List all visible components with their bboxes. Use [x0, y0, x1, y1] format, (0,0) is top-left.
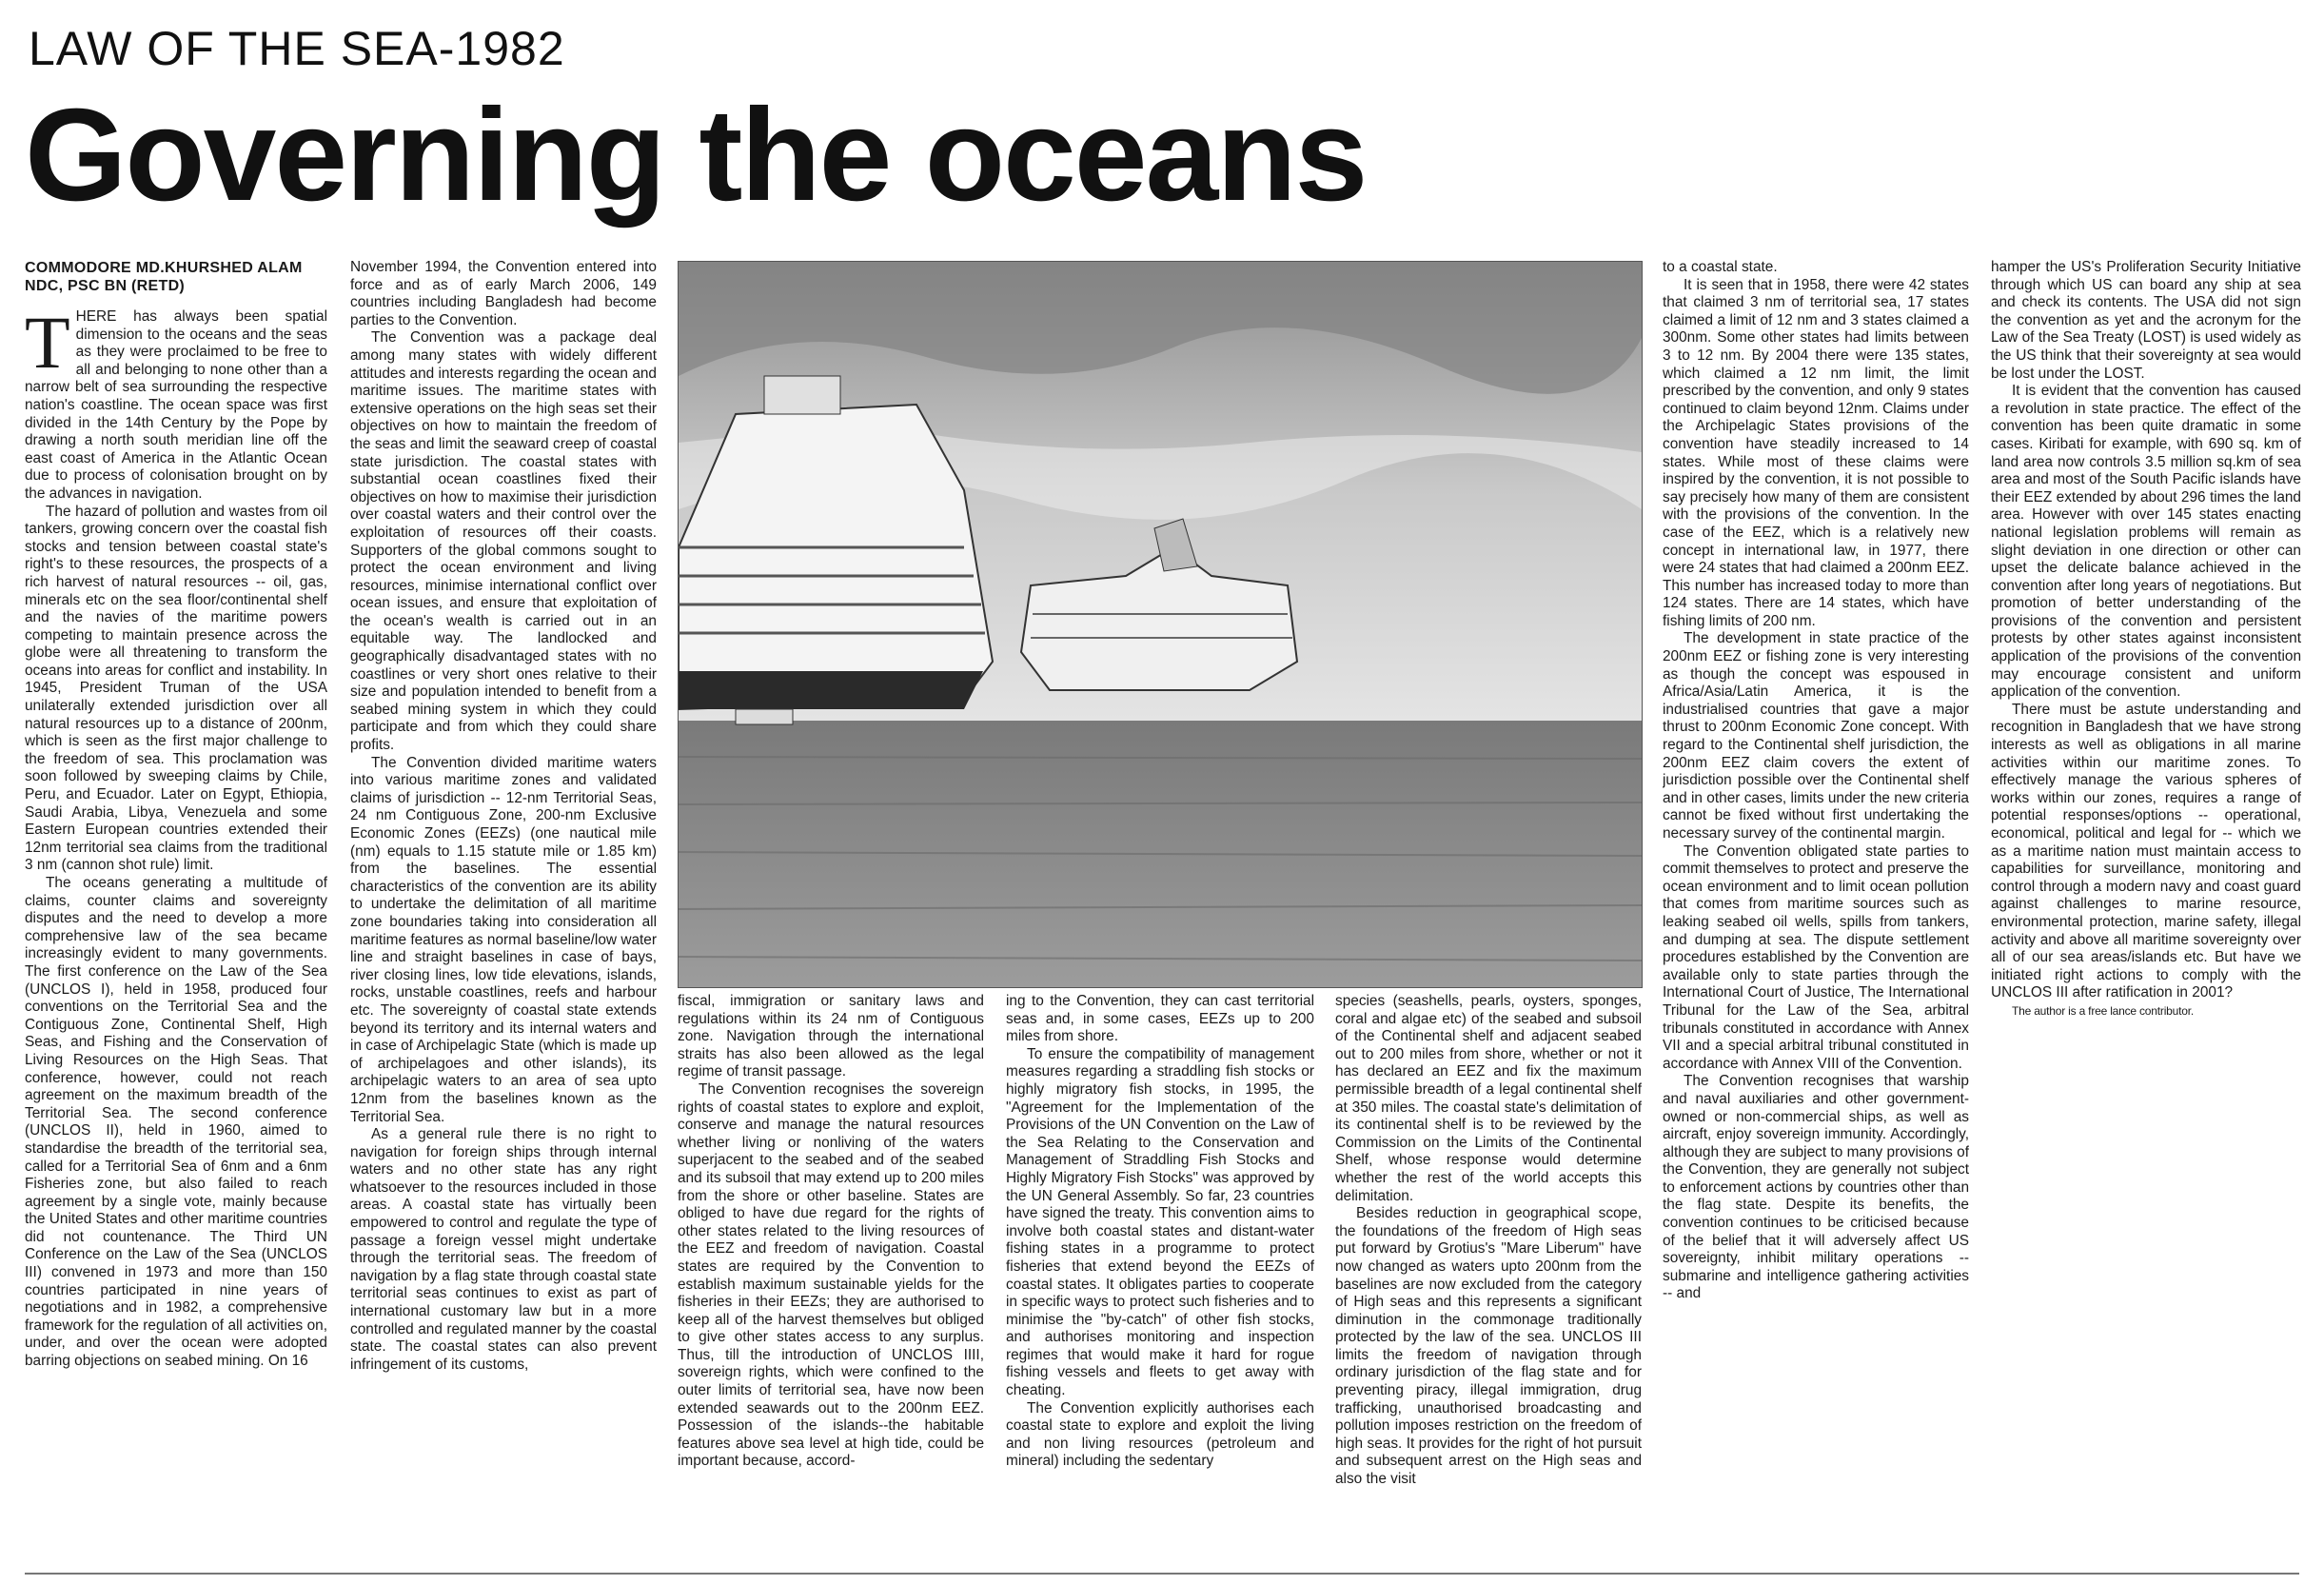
column-3 [678, 993, 984, 1571]
paragraph: THERE has always been spatial dimension to the oceans and the seas as they were proclaimed to be free to all and belonging to none other than a narrow belt of sea surrounding the respective nation's coastline. The ocean space was first divided in the 14th Century by the Pope by drawing a north south meridian line off the east coast of America in the Atlantic Ocean due to process of colonisation brought on by the advances in navigation. [25, 301, 327, 502]
bottom-rule [25, 1573, 2299, 1575]
paragraph: Besides reduction in geographical scope, the foundations of the freedom of High seas put forward by Grotius's "Mare Liberum" have now changed as waters upto 200nm from the baselines are now excluded from the category of High seas and this represents a significant diminution in the commonage traditionally protected by the law of the sea. UNCLOS III limits the freedom of navigation through ordinary jurisdiction of the flag state and for preventing piracy, illegal immigration, drug trafficking, unauthorised broadcasting and pollution imposes restriction on the freedom of high seas. It provides for the right of hot pursuit and subsequent arrest on the High seas and also the visit [1335, 1205, 1642, 1488]
paragraph: species (seashells, pearls, oysters, sponges, coral and algae etc) of the seabed and subsoil of the Continental shelf and adjacent seabed out to 200 miles from shore, whether or not it has declared an EEZ and fix the maximum permissible breadth of a legal continental shelf at 350 miles. The coastal state's delimitation of its continental shelf is to be reviewed by the Commission on the Limits of the Continental Shelf, whose response would determine whether the rest of the world accepts this delimitation. [1335, 993, 1642, 1204]
column-7 [1991, 259, 2301, 1571]
paragraph: The Convention was a package deal among many states with widely different attitudes and interests regarding the ocean and maritime issues. The maritime states with extensive operations on the high seas set their objectives on how to maintain the freedom of the seas and limit the seaward creep of coastal state jurisdiction. The coastal states with substantial ocean coastlines fixed their objectives on how to maximise their jurisdiction over coastal waters and their control over the exploitation of resources off their coasts. Supporters of the global commons sought to protect the ocean environment and living resources, minimise international conflict over ocean issues, and ensure that exploitation of the ocean's wealth is carried out in an equitable way. The landlocked and geographically disadvantaged states with no coastlines or very short ones relative to their size and population intended to benefit from a seabed mining system in which they could participate and from which they could share profits. [350, 329, 657, 754]
paragraph: hamper the US's Proliferation Security Initiative through which US can board any ship at sea and check its contents. The USA did not sign the convention as yet and the acronym for the Law of the Sea Treaty (LOST) is used widely as the US think that their sovereignty at sea would be lost under the LOST. [1991, 259, 2301, 382]
paragraph: fiscal, immigration or sanitary laws and regulations within its 24 nm of Contiguous zone. Navigation through the international straits has also been allowed as the legal regime of transit passage. [678, 993, 984, 1080]
paragraph: The oceans generating a multitude of claims, counter claims and sovereignty disputes and the need to develop a more comprehensive law of the sea became increasingly evident to many governments. The first conference on the Law of the Sea (UNCLOS I), held in 1958, produced four conventions on the Territorial Sea and the Contiguous Zone, Continental Shelf, High Seas, and Fishing and the Conservation of Living Resources on the High Seas. That conference, however, could not reach agreement on the maximum breadth of the Territorial Sea. The second conference (UNCLOS II), held in 1960, aimed to standardise the breadth of the territorial sea, called for a Territorial Sea of 6nm and a 6nm Fisheries zone, but also failed to reach agreement by a single vote, mainly because the United States and other maritime countries did not countenance. The Third UN Conference on the Law of the Sea (UNCLOS III) convened in 1973 and more than 150 countries participated in nine years of negotiations and in 1982, a comprehensive framework for the regulation of all activities on, under, and over the ocean were adopted barring objections on seabed mining. On 16 [25, 875, 327, 1370]
headline: Governing the oceans [25, 82, 1367, 228]
paragraph: The Convention obligated state parties to commit themselves to protect and preserve the ocean environment and to limit ocean pollution that comes from maritime sources such as leaking seabed oil wells, spills from tankers, and dumping at sea. The dispute settlement procedures established by the Convention are available only to state parties through the International Court of Justice, The International Tribunal for the Law of the Sea, arbitral tribunals constituted in accordance with Annex VII and a special arbitral tribunal constituted in accordance with Annex VIII of the Convention. [1663, 842, 1969, 1072]
byline-credentials: NDC, PSC BN (RETD) [25, 278, 186, 294]
paragraph: It is evident that the convention has caused a revolution in state practice. The effect of the convention has been quite dramatic in some cases. Kiribati for example, with 690 sq. km of land area now controls 3.5 million sq.km of sea area and most of the South Pacific islands have their EEZ extended by about 296 times the land area. However with over 145 states enacting national legislation problems will remain as slight deviation in one direction or other can upset the delicate balance achieved in the convention after long years of negotiations. But promotion of better understanding of the provisions of the convention and persistent protests by other states against inconsistent application of the provisions of the convention may encourage consistent and uniform application of the convention. [1991, 383, 2301, 701]
column-5 [1335, 993, 1642, 1571]
paragraph: The Convention explicitly authorises each coastal state to explore and exploit the living and non living resources (petroleum and mineral) including the sedentary [1006, 1399, 1314, 1470]
column-4 [1006, 993, 1314, 1571]
paragraph: The Convention divided maritime waters into various maritime zones and validated claims of jurisdiction -- 12-nm Territorial Seas, 24 nm Contiguous Zone, 200-nm Exclusive Economic Zones (EEZs) (one nautical mile (nm) equals to 1.15 statute mile or 1.85 km) from the baselines. The essential characteristics of the convention are its ability to undertake the delimitation of all maritime zone boundaries taking into consideration all maritime features as normal baseline/low water line and straight baselines in case of bays, river closing lines, low tide elevations, islands, rocks, unstable coastlines, reefs and harbour etc. The sovereignty of coastal state extends beyond its territory and its internal waters and in case of Archipelagic State (which is made up of archipelagoes and other islands), its archipelagic waters to an area of sea upto 12nm from the baselines known as the Territorial Sea. [350, 754, 657, 1125]
byline [25, 259, 327, 295]
kicker: LAW OF THE SEA-1982 [29, 22, 565, 75]
cruise-ships-photo [678, 261, 1643, 988]
column-2 [350, 259, 657, 1571]
paragraph: November 1994, the Convention entered into force and as of early March 2006, 149 countries including Bangladesh had become parties to the Convention. [350, 259, 657, 328]
paragraph: The Convention recognises the sovereign rights of coastal states to explore and exploit, conserve and manage the natural resources whether living or nonliving of the waters superjacent to the seabed and of the seabed and its subsoil that may extend up to 200 miles from the shore or other baseline. States are obliged to have due regard for the rights of other states related to the living resources of the EEZ and freedom of navigation. Coastal states are required by the Convention to establish maximum sustainable yields for the fisheries in their EEZs; they are authorised to keep all of the harvest themselves but obliged to give other states access to any surplus. Thus, till the introduction of UNCLOS IIII, sovereign rights, which were confined to the outer limits of territorial sea, have now been extended seawards out to the 200nm EEZ. Possession of the islands--the habitable features above sea level at high tide, could be important because, accord- [678, 1080, 984, 1470]
paragraph: to a coastal state. [1663, 259, 1778, 275]
paragraph: It is seen that in 1958, there were 42 states that claimed 3 nm of territorial sea, 17 states claimed a limit of 12 nm and 3 states claimed a 300nm. Some other states had limits between 3 to 12 nm. By 2004 there were 135 states, which claimed a 12 nm limit, the limit prescribed by the convention, and only 9 states continued to claim beyond 12nm. Claims under the Archipelagic States provisions of the convention have steadily increased to 14 states. While most of these claims were inspired by the convention, it is not possible to say precisely how many of them are consistent with the provisions of the convention. In the case of the EEZ, which is a relatively new concept in international law, in 1977, there were 24 states that had claimed a 200nm EEZ. This number has increased today to more than 124 states. There are 14 states, which have fishing limits of 200 nm. [1663, 276, 1969, 629]
paragraph: To ensure the compatibility of management measures regarding a straddling fish stocks or highly migratory fish stocks, in 1995, the "Agreement for the Implementation of the Provisions of the UN Convention on the Law of the Sea Relating to the Conservation and Management of Straddling Fish Stocks and Highly Migratory Fish Stocks" was approved by the UN General Assembly. So far, 23 countries have signed the treaty. This convention aims to involve both coastal states and distant-water fishing states in a programme to protect fisheries that extend beyond the EEZs of coastal states. It obligates parties to cooperate in specific ways to protect such fisheries and to minimise the "by-catch" of other fish stocks, and authorises monitoring and inspection regimes that would make it hard for rogue fishing vessels and fleets to get away with cheating. [1006, 1045, 1314, 1399]
byline-name: COMMODORE MD.KHURSHED ALAM [25, 260, 303, 276]
column-1 [25, 259, 327, 1571]
paragraph: There must be astute understanding and recognition in Bangladesh that we have strong interests as well as obligations in all marine activities within our maritime zones. To effectively manage the various spheres of works within our zones, requires a range of potential responses/options -- operational, economical, political and legal for -- which we as a maritime nation must maintain access to capabilities for surveillance, monitoring and control through a modern navy and coast guard against challenges to marine resource, environmental protection, marine safety, illegal activity and above all maritime sovereignty over all of our sea areas/islands etc. But have we initiated right actions to comply with the UNCLOS III after ratification in 2001? [1991, 701, 2301, 1001]
paragraph: As a general rule there is no right to navigation for foreign ships through internal waters and no other state has any right whatsoever to the resources included in those areas. A coastal state has virtually been empowered to control and regulate the type of passage a foreign vessel might undertake through the territorial seas. The freedom of navigation by a flag state through coastal state territorial seas continues to exist as part of international customary law but in a more controlled and regulated manner by the coastal state. The coastal states can also prevent infringement of its customs, [350, 1126, 657, 1373]
paragraph: ing to the Convention, they can cast territorial seas and, in some cases, EEZs up to 200 miles from shore. [1006, 993, 1314, 1045]
paragraph: The development in state practice of the 200nm EEZ or fishing zone is very interesting as though the concept was espoused in Africa/Asia/Latin America, it is the industrialised countries that gave a major thrust to 200nm Economic Zone concept. With regard to the Continental shelf jurisdiction, the 200nm EEZ claim covers the extent of jurisdiction possible over the Continental shelf and in other cases, limits under the new criteria cannot be fixed without first undertaking the necessary survey of the continental margin. [1663, 630, 1969, 842]
paragraph: The Convention recognises that warship and naval auxiliaries and other government-owned or non-commercial ships, as well as aircraft, enjoy sovereign immunity. Accordingly, although they are subject to many provisions of the Convention, they are generally not subject to enforcement actions by countries other than the flag state. Despite its benefits, the convention continues to be criticised because of the belief that it will adversely affect US sovereignty, inhibit military operations -- submarine and intelligence gathering activities -- and [1663, 1073, 1969, 1302]
paragraph: The hazard of pollution and wastes from oil tankers, growing concern over the coastal fish stocks and tension between coastal state's right's to these resources, the prospects of a rich harvest of natural resources -- oil, gas, minerals etc on the sea floor/continental shelf and the navies of the maritime powers competing to maintain presence across the globe were all threatening to transform the oceans into areas for conflict and instability. In 1945, President Truman of the USA unilaterally extended jurisdiction over all natural resources up to a distance of 200nm, which is seen as the first major challenge to the freedom of sea. This proclamation was soon followed by sweeping claims by Chile, Peru, and Ecuador. Later on Egypt, Ethiopia, Saudi Arabia, Libya, Venezuela and some Eastern European countries extended their 12nm territorial sea claims from the traditional 3 nm (cannon shot rule) limit. [25, 503, 327, 874]
column-6 [1663, 259, 1969, 1571]
cruise-ships-icon [679, 262, 1642, 987]
drop-cap: T [25, 301, 70, 384]
author-footnote: The author is a free lance contributor. [2012, 1003, 2194, 1018]
